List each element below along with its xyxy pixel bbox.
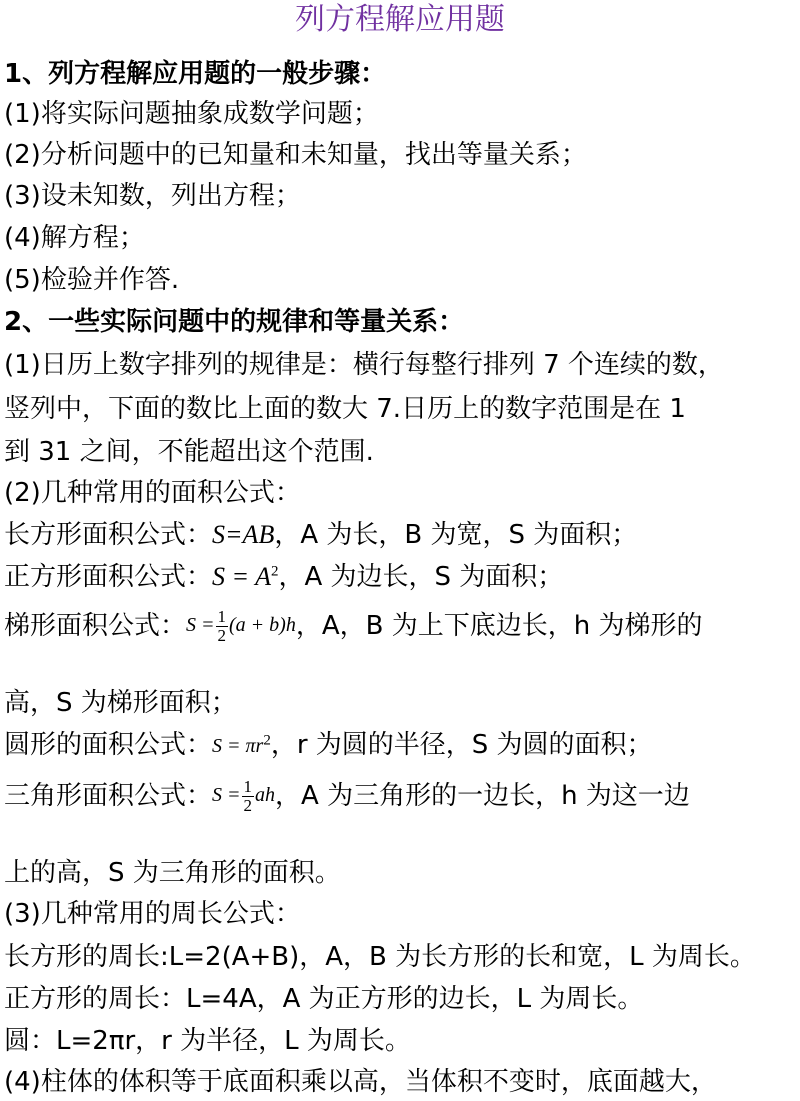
rect-perimeter: 长方形的周长:L=2(A+B)，A，B 为长方形的长和宽，L 为周长。 (4, 942, 756, 972)
triangle-formula (212, 778, 275, 815)
circle-area-formula (4, 728, 796, 763)
square-area-exponent: 2 (270, 563, 279, 580)
step-2: (2)分析问题中的已知量和未知量，找出等量关系； (4, 140, 587, 170)
square-area-formula (4, 560, 796, 594)
fraction-numerator: 1 (217, 607, 227, 626)
square-perimeter: 正方形的周长：L=4A，A 为正方形的边长，L 为周长。 (4, 984, 644, 1014)
circle-area-description: ，r 为圆的半径，S 为圆的面积； (270, 730, 653, 760)
trapezoid-area-continuation: 高，S 为梯形面积； (4, 688, 237, 718)
triangle-formula-rhs: ah (255, 784, 276, 807)
calendar-line-2: 竖列中，下面的数比上面的数大 7.日历上的数字范围是在 1 (4, 394, 686, 424)
section1-heading: 1、列方程解应用题的一般步骤： (4, 59, 387, 89)
section2-heading: 2、一些实际问题中的规律和等量关系： (4, 307, 465, 337)
calendar-line-1: (1)日历上数字排列的规律是：横行每整行排列 7 个连续的数， (4, 350, 724, 380)
trapezoid-area-description: ，A，B 为上下底边长，h 为梯形的 (295, 611, 703, 641)
triangle-area-formula (4, 778, 796, 828)
circle-formula-exponent: 2 (263, 731, 271, 748)
volume-line: (4)柱体的体积等于底面积乘以高，当体积不变时，底面越大， (4, 1067, 717, 1097)
circle-formula (212, 729, 271, 763)
trapezoid-formula-rhs: (a + b)h (229, 614, 296, 637)
trapezoid-fraction (216, 608, 229, 645)
page-title: 列方程解应用题 (295, 2, 505, 37)
trapezoid-formula-lhs: S = (186, 614, 215, 637)
rect-area-formula (4, 518, 796, 552)
step-4: (4)解方程； (4, 223, 145, 253)
triangle-fraction (242, 778, 255, 815)
circle-area-label: 圆形的面积公式： (4, 730, 213, 760)
trapezoid-formula (186, 608, 296, 645)
fraction-denominator: 2 (217, 626, 227, 645)
triangle-area-continuation: 上的高，S 为三角形的面积。 (4, 858, 341, 888)
triangle-formula-lhs: S = (212, 784, 241, 807)
area-heading: (2)几种常用的面积公式： (4, 478, 301, 508)
fraction-denominator: 2 (243, 796, 253, 815)
trapezoid-area-formula (4, 608, 796, 658)
perimeter-heading: (3)几种常用的周长公式： (4, 899, 301, 929)
rect-area-expression: S=AB (212, 520, 275, 549)
circle-formula-base: S = πr (212, 734, 264, 757)
step-5: (5)检验并作答. (4, 265, 180, 295)
step-1: (1)将实际问题抽象成数学问题； (4, 99, 379, 129)
circle-perimeter: 圆：L=2πr，r 为半径，L 为周长。 (4, 1026, 411, 1056)
rect-area-description: ，A 为长，B 为宽，S 为面积； (274, 520, 638, 550)
calendar-line-3: 到 31 之间，不能超出这个范围. (4, 437, 374, 467)
fraction-numerator: 1 (243, 777, 253, 796)
square-area-label: 正方形面积公式： (4, 562, 213, 592)
triangle-area-description: ，A 为三角形的一边长，h 为这一边 (275, 781, 690, 811)
rect-area-label: 长方形面积公式： (4, 520, 213, 550)
triangle-area-label: 三角形面积公式： (4, 781, 213, 811)
step-3: (3)设未知数，列出方程； (4, 181, 301, 211)
square-area-expression: S = A (212, 562, 271, 591)
trapezoid-area-label: 梯形面积公式： (4, 611, 187, 641)
square-area-description: ，A 为边长，S 为面积； (278, 562, 564, 592)
